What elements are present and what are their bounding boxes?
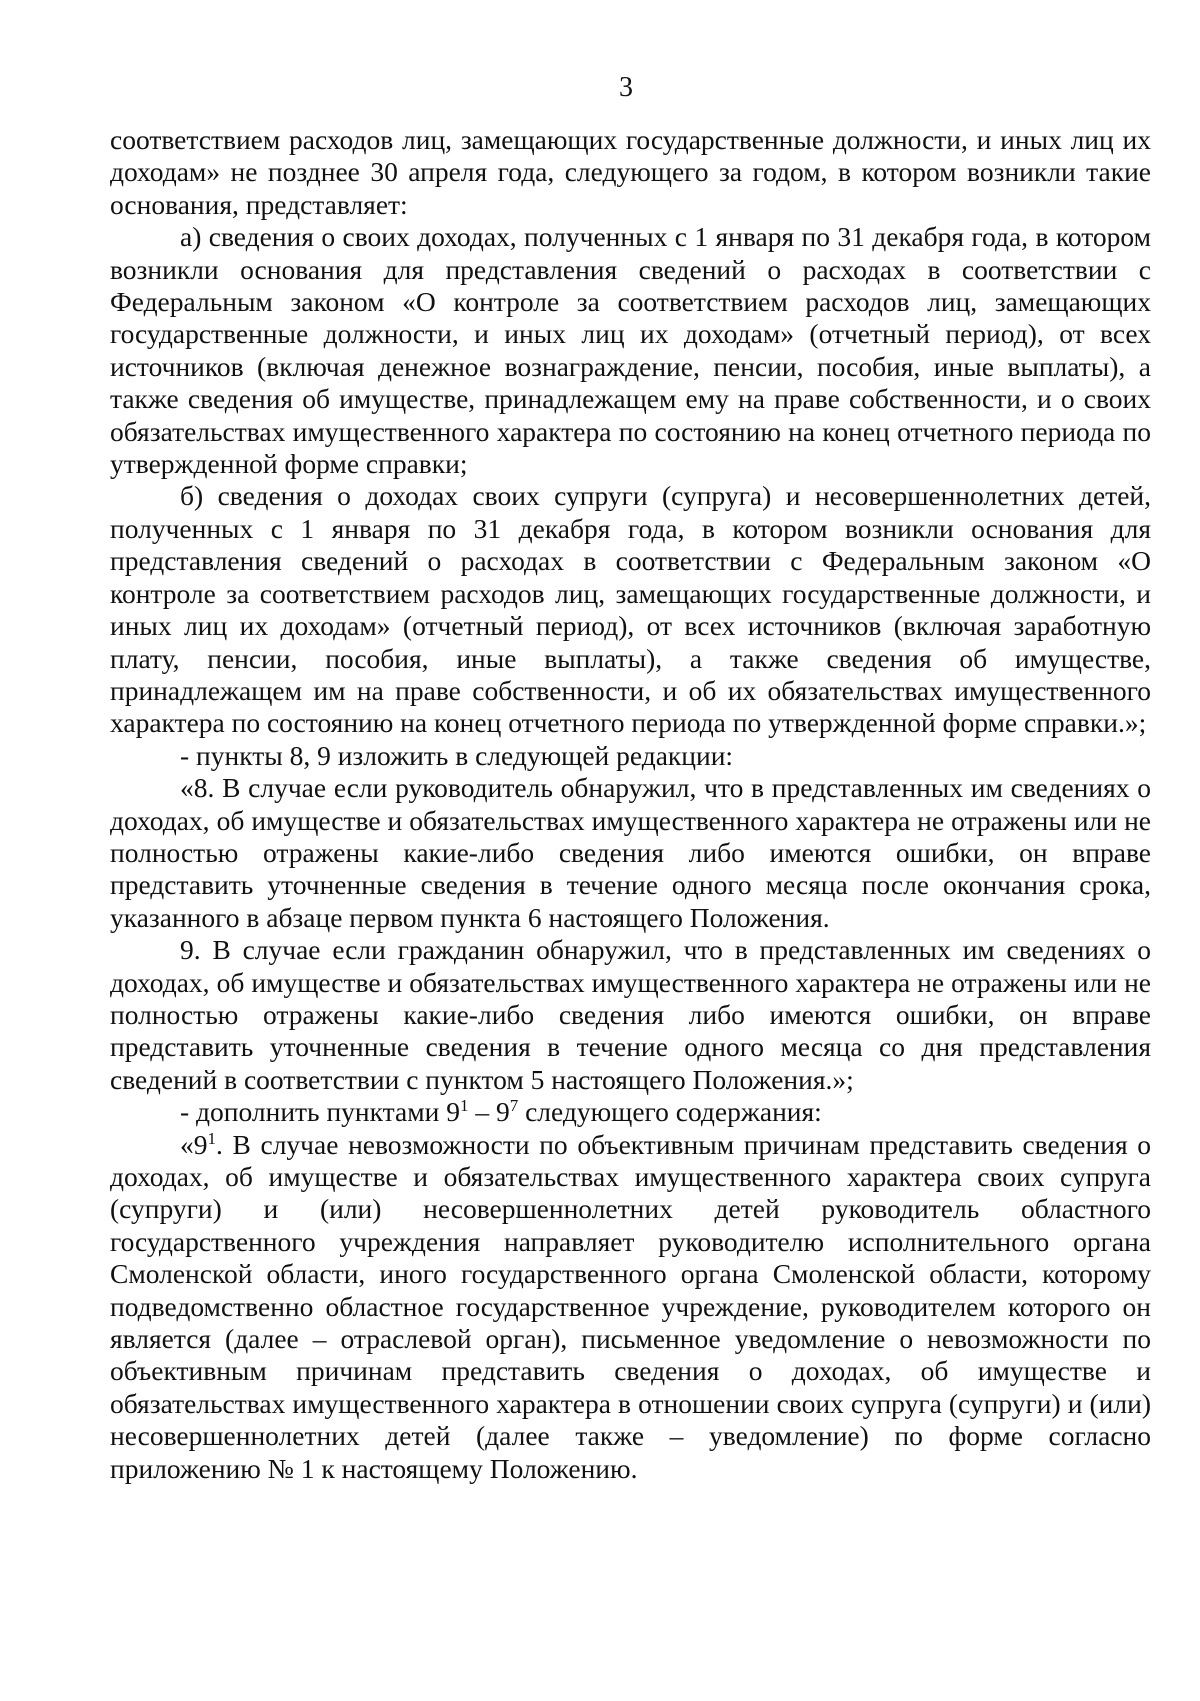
paragraph-item-a: а) сведения о своих доходах, полученных с 1 января по 31 декабря года, в котором возникли основания для представления сведений о расходах в соответствии с Федеральным законом «О контроле за соответствием расходов лиц, замещающих государственные должности, и иных лиц их доходам» (отчетный период), от всех источников (включая денежное вознаграждение, пенсии, пособия, иные выплаты), а также сведения об имуществе, принадлежащем ему на праве собственности, и о своих обязательствах имущественного характера по состоянию на конец отчетного периода по утвержденной форме справки;	[110, 221, 1151, 480]
paragraph-amend-8-9: - пункты 8, 9 изложить в следующей редакции:	[180, 739, 734, 771]
point-9-1-sup: 1	[207, 1128, 216, 1148]
paragraph-point-9: 9. В случае если гражданин обнаружил, что в представленных им сведениях о доходах, об имуществе и обязательствах имущественного характера не отражены или не полностью отражены какие-либо сведения либо имеются ошибки, он вправе представить уточненные сведения в течение одного месяца со дня представления сведений в соответствии с пунктом 5 настоящего Положения.»;	[110, 934, 1151, 1095]
page-number: 3	[619, 72, 633, 103]
supplement-prefix: - дополнить пунктами 9	[180, 1096, 460, 1128]
paragraph-point-8: «8. В случае если руководитель обнаружил, что в представленных им сведениях о доходах, об имуществе и обязательствах имущественного характера не отражены или не полностью отражены какие-либо сведения либо имеются ошибки, он вправе представить уточненные сведения в течение одного месяца после окончания срока, указанного в абзаце первом пункта 6 настоящего Положения.	[110, 772, 1151, 933]
paragraph-item-b: б) сведения о доходах своих супруги (супруга) и несовершеннолетних детей, полученных с 1 января по 31 декабря года, в котором возникли основания для представления сведений о расходах в соответствии с Федеральным законом «О контроле за соответствием расходов лиц, замещающих государственные должности, и иных лиц их доходам» (отчетный период), от всех источников (включая заработную плату, пенсии, пособия, иные выплаты), а также сведения об имуществе, принадлежащем им на праве собственности, и об их обязательствах имущественного характера по состоянию на конец отчетного периода по утвержденной форме справки.»;	[110, 480, 1151, 739]
point-9-1-prefix: «9	[180, 1128, 208, 1160]
paragraph-point-9-1	[110, 1129, 1151, 1485]
document-body	[110, 124, 1151, 1485]
supplement-suffix: следующего содержания:	[518, 1096, 822, 1128]
paragraph-supplement	[110, 1096, 1151, 1128]
point-9-1-text: . В случае невозможности по объективным причинам представить сведения о доходах, об имуществе и обязательствах имущественного характера своих супруга (супруги) и (или) несовершеннолетних детей руководитель областного государственного учреждения направляет руководителю исполнительного органа Смоленской области, иного государственного органа Смоленской области, которому подведомственно областное государственное учреждение, руководителем которого он является (далее – отраслевой орган), письменное уведомление о невозможности по объективным причинам представить сведения о доходах, об имуществе и обязательствах имущественного характера в отношении своих супруга (супруги) и (или) несовершеннолетних детей (далее также – уведомление) по форме согласно приложению № 1 к настоящему Положению.	[110, 1128, 1151, 1484]
supplement-sup-1: 1	[459, 1096, 469, 1116]
supplement-sup-7: 7	[509, 1096, 519, 1116]
paragraph-continuation: соответствием расходов лиц, замещающих государственные должности, и иных лиц их доходам» не позднее 30 апреля года, следующего за годом, в котором возникли такие основания, представляет:	[110, 124, 1151, 220]
supplement-dash: – 9	[468, 1096, 510, 1128]
